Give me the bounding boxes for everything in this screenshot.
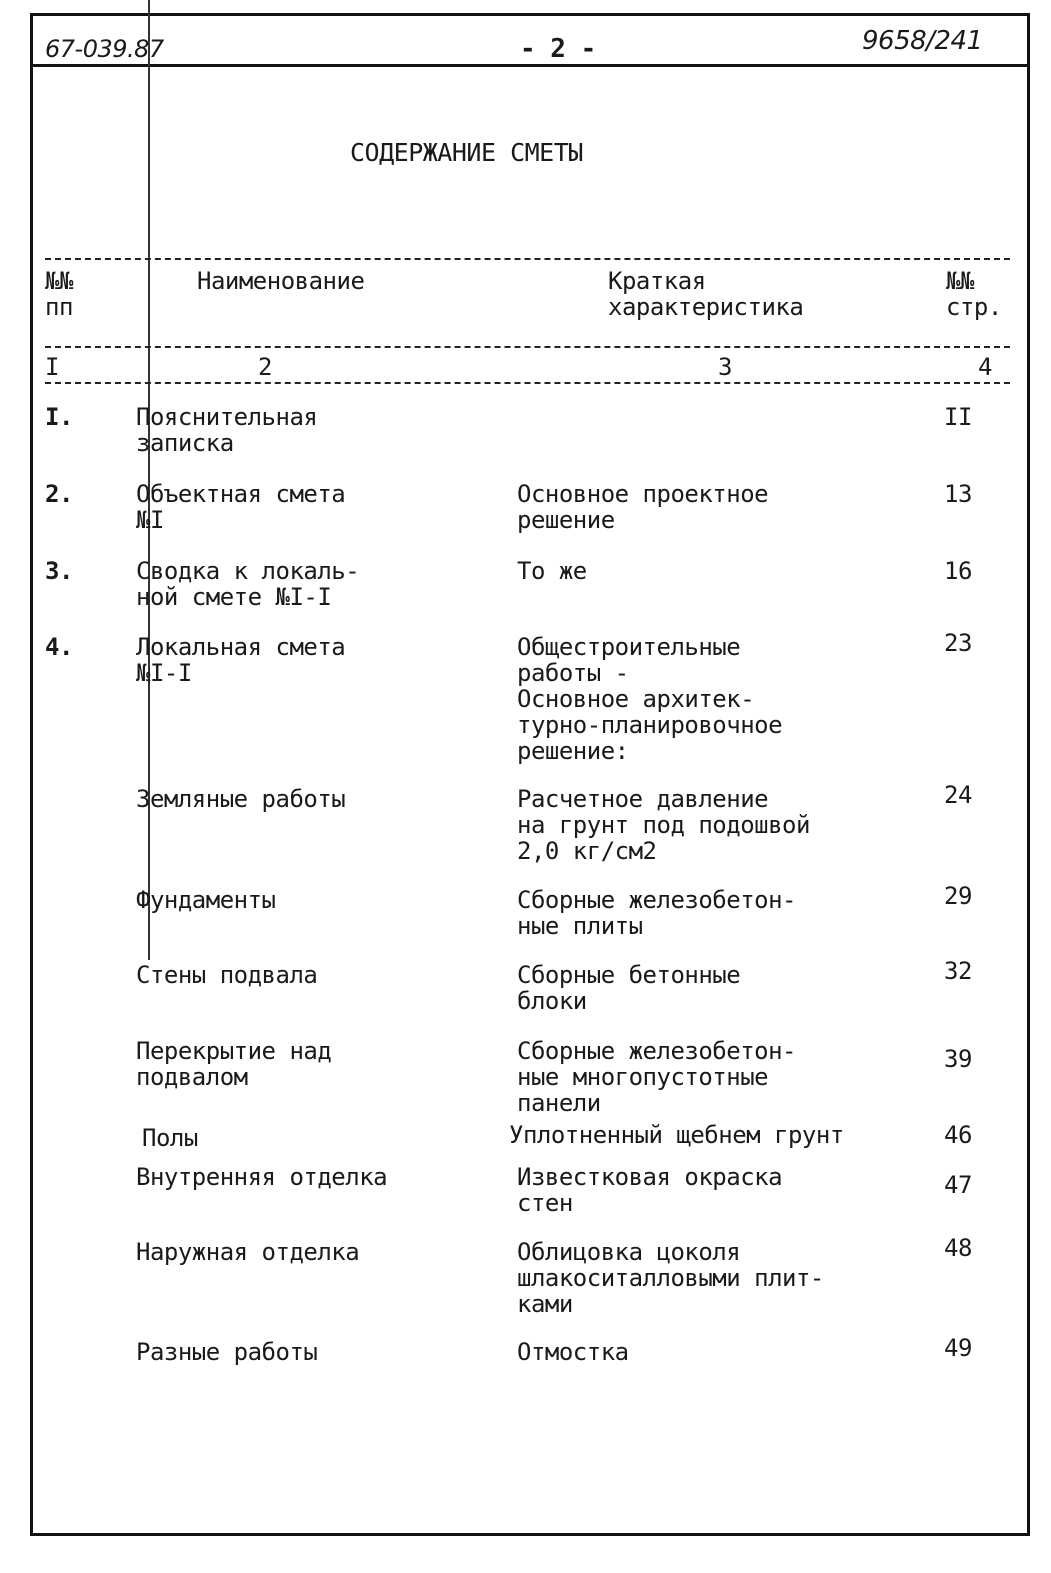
col-number-2: 2 xyxy=(258,353,273,381)
row-name: Наружная отделка xyxy=(136,1238,360,1266)
inventory-number: 9658/241 xyxy=(862,26,983,56)
doc-code: 67-039.87 xyxy=(45,35,164,63)
row-desc: Основное проектное решение xyxy=(517,480,769,534)
col-header-name: Наименование xyxy=(197,267,365,295)
row-desc: То же xyxy=(517,557,587,585)
row-name: Стены подвала xyxy=(136,961,318,989)
row-desc: Отмостка xyxy=(517,1338,629,1366)
row-num: 2. xyxy=(45,480,73,508)
row-page: 23 xyxy=(944,629,972,657)
row-num: 4. xyxy=(45,633,73,661)
row-desc: Расчетное давление на грунт под подошвой 2,0 кг/см2 xyxy=(517,785,810,865)
row-desc: Известковая окраска стен xyxy=(517,1163,783,1217)
row-desc: Сборные бетонные блоки xyxy=(517,961,741,1015)
row-page: 29 xyxy=(944,882,972,910)
row-name: Полы xyxy=(142,1124,198,1152)
row-name: Объектная смета №I xyxy=(136,480,346,534)
col-header-page: №№ стр. xyxy=(946,267,1002,321)
row-page: 49 xyxy=(944,1334,972,1362)
row-page: 13 xyxy=(944,480,972,508)
row-desc: Уплотненный щебнем грунт xyxy=(509,1121,844,1149)
row-desc: Сборные железобетон- ные многопустотные панели xyxy=(517,1037,796,1117)
row-num: 3. xyxy=(45,557,73,585)
row-name: Локальная смета №I-I xyxy=(136,633,346,687)
row-page: 39 xyxy=(944,1045,972,1073)
col-number-1: I xyxy=(45,353,60,381)
row-page: 47 xyxy=(944,1171,972,1199)
row-name: Сводка к локаль- ной смете №I-I xyxy=(136,557,360,611)
table-rule-mid xyxy=(45,346,1010,348)
table-rule-top xyxy=(45,258,1010,260)
col-header-desc: Краткая характеристика xyxy=(608,267,804,321)
row-name: Земляные работы xyxy=(136,785,346,813)
row-page: II xyxy=(944,403,972,431)
header-divider xyxy=(30,64,1030,67)
row-desc: Сборные железобетон- ные плиты xyxy=(517,886,796,940)
row-desc: Облицовка цоколя шлакоситалловыми плит- ками xyxy=(517,1238,824,1318)
row-page: 24 xyxy=(944,781,972,809)
row-name: Пояснительная записка xyxy=(136,403,318,457)
row-desc: Общестроительные работы - Основное архитек- турно-планировочное решение: xyxy=(517,633,783,765)
row-name: Фундаменты xyxy=(136,886,276,914)
row-name: Перекрытие над подвалом xyxy=(136,1037,332,1091)
row-name: Внутренняя отделка xyxy=(136,1163,388,1191)
page-title: СОДЕРЖАНИЕ СМЕТЫ xyxy=(350,138,583,167)
page-number: - 2 - xyxy=(520,34,596,64)
row-page: 16 xyxy=(944,557,972,585)
col-header-num: №№ пп xyxy=(45,267,73,321)
row-num: I. xyxy=(45,403,73,431)
col-number-4: 4 xyxy=(978,353,993,381)
row-page: 48 xyxy=(944,1234,972,1262)
col-number-3: 3 xyxy=(718,353,733,381)
row-name: Разные работы xyxy=(136,1338,318,1366)
row-page: 32 xyxy=(944,957,972,985)
row-page: 46 xyxy=(944,1121,972,1149)
table-rule-bottom xyxy=(45,382,1010,384)
